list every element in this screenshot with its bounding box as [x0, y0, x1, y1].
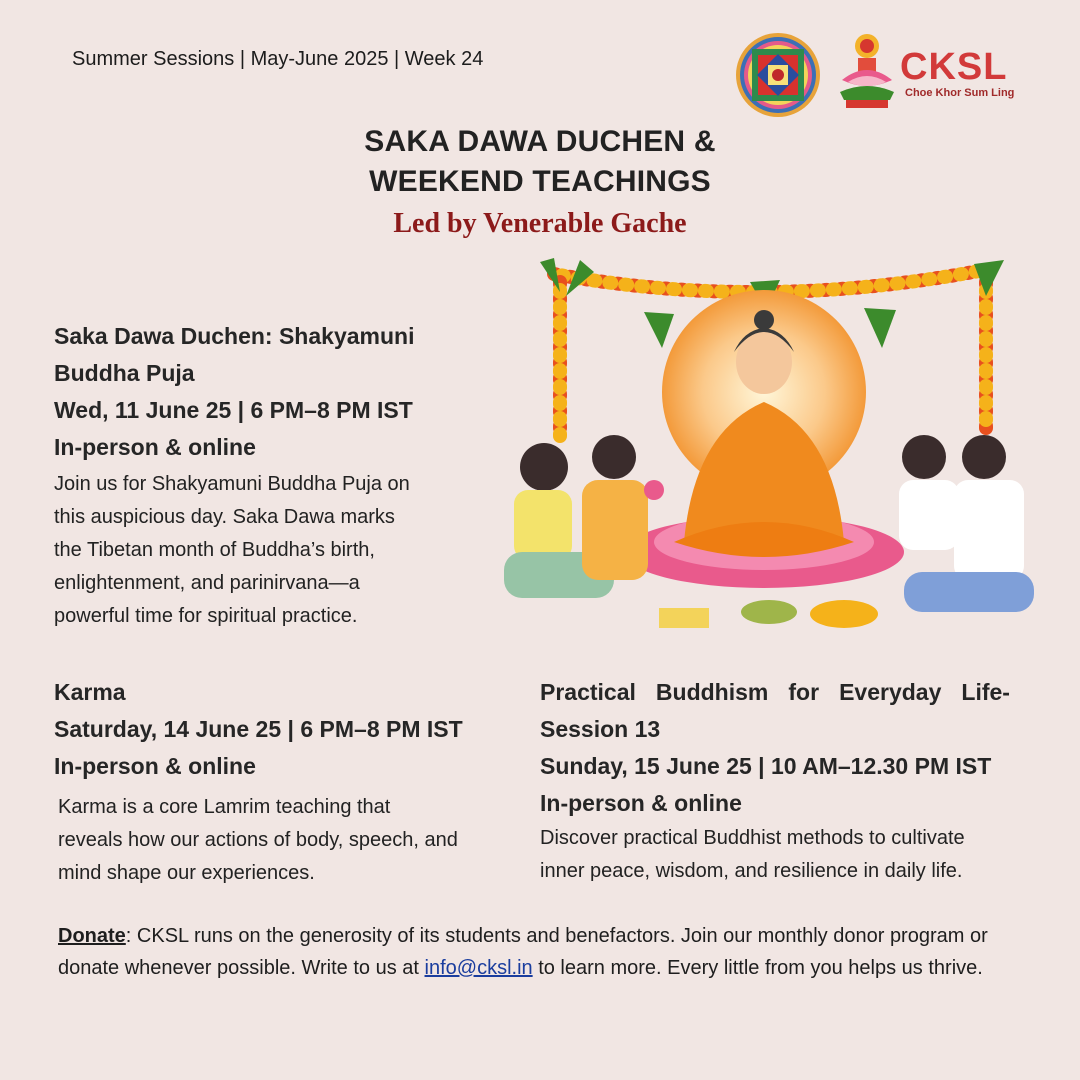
- event-title-word: for: [788, 679, 820, 705]
- event-description-line: powerful time for spiritual practice.: [54, 605, 358, 627]
- org-logo-wordmark: CKSL: [900, 46, 1008, 88]
- event-title-line: Buddha Puja: [54, 360, 195, 386]
- event-mode: In-person & online: [540, 790, 742, 816]
- event-title-line: Karma: [54, 679, 126, 705]
- session-info: Summer Sessions | May-June 2025 | Week 24: [72, 48, 484, 70]
- event-mode: In-person & online: [54, 434, 256, 460]
- event-description-line: Join us for Shakyamuni Buddha Puja on: [54, 473, 410, 495]
- event-description: [54, 468, 474, 633]
- event-title-word: Life-: [961, 679, 1010, 705]
- event-description-line: mind shape our experiences.: [58, 862, 315, 884]
- event-datetime: Saturday, 14 June 25 | 6 PM–8 PM IST: [54, 716, 463, 742]
- donate-text: : CKSL runs on the generosity of its students and benefactors. Join our monthly donor program or donate whenever possible. Write to us at: [58, 925, 988, 979]
- event-mode: In-person & online: [54, 753, 256, 779]
- teacher-subtitle: Led by Venerable Gache: [393, 208, 687, 239]
- event-title-word: Buddhism: [655, 679, 769, 705]
- mandala-logo-icon: [735, 32, 821, 118]
- email-link[interactable]: info@cksl.in: [424, 957, 533, 979]
- event-description-line: Karma is a core Lamrim teaching that: [58, 796, 391, 818]
- event-saka-dawa: [54, 318, 474, 633]
- donate-text: to learn more. Every little from you helps us thrive.: [532, 957, 983, 979]
- event-description-line: reveals how our actions of body, speech, and: [58, 829, 458, 851]
- event-title-line: Session 13: [540, 716, 661, 742]
- donate-note: [58, 920, 1018, 984]
- org-logo-tagline: Choe Khor Sum Ling: [905, 87, 1015, 99]
- event-title-word: Practical: [540, 679, 636, 705]
- donate-label: Donate: [58, 925, 126, 947]
- event-karma: [54, 674, 514, 890]
- event-description-line: inner peace, wisdom, and resilience in daily life.: [540, 860, 963, 882]
- event-description-line: Discover practical Buddhist methods to cultivate: [540, 827, 965, 849]
- lotus-logo-icon: [838, 30, 896, 112]
- event-title-line: [540, 674, 1010, 711]
- event-practical-buddhism: [540, 674, 1010, 888]
- event-datetime: Sunday, 15 June 25 | 10 AM–12.30 PM IST: [540, 753, 992, 779]
- event-description-line: the Tibetan month of Buddha’s birth,: [54, 539, 375, 561]
- event-description-line: this auspicious day. Saka Dawa marks: [54, 506, 395, 528]
- buddha-puja-illustration: [484, 252, 1054, 642]
- event-description-line: enlightenment, and parinirvana—a: [54, 572, 360, 594]
- event-datetime: Wed, 11 June 25 | 6 PM–8 PM IST: [54, 397, 413, 423]
- title-line-2: WEEKEND TEACHINGS: [369, 165, 711, 198]
- event-description: [58, 791, 514, 890]
- event-description: [540, 822, 1010, 888]
- event-title-line: Saka Dawa Duchen: Shakyamuni: [54, 323, 415, 349]
- event-title-word: Everyday: [839, 679, 942, 705]
- page-title: [290, 122, 790, 246]
- title-line-1: SAKA DAWA DUCHEN &: [364, 125, 716, 158]
